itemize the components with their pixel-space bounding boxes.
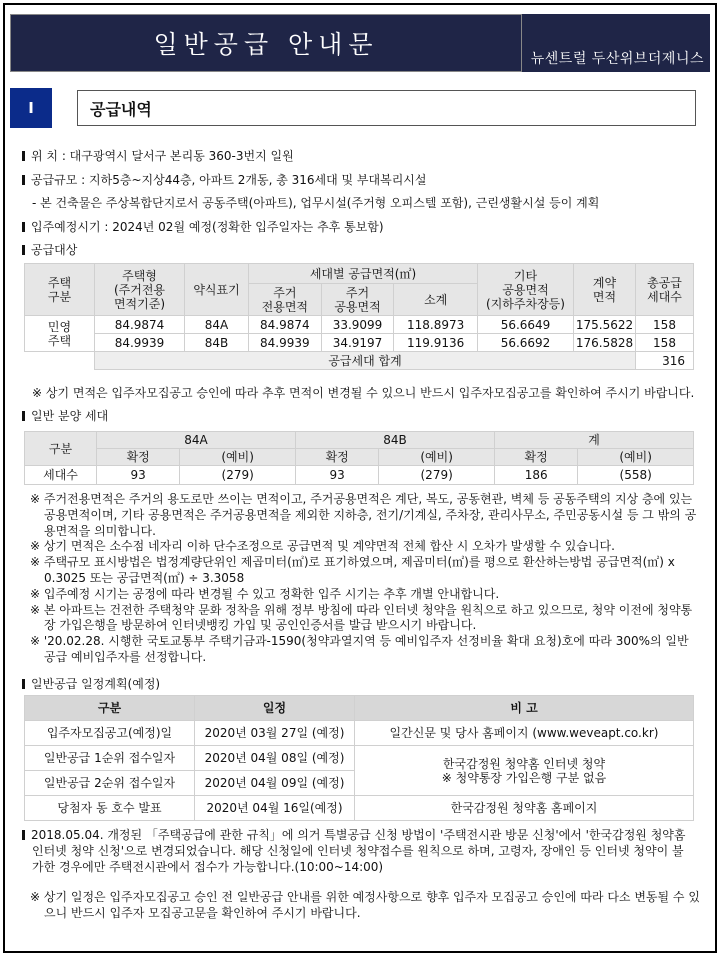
col-contract: 계약 면적: [574, 264, 636, 316]
col-area-group: 세대별 공급면적(㎡): [249, 264, 478, 284]
col-general-type: 구분: [25, 432, 97, 466]
cell: 93: [295, 466, 378, 485]
cell: 84.9939: [95, 334, 185, 352]
cell: 입주자모집공고(예정)일: [25, 721, 195, 746]
sum-row: [25, 352, 694, 370]
cell: 2020년 04월 09일 (예정): [195, 771, 355, 796]
sub-header: 확정: [295, 449, 378, 466]
table-row: [25, 316, 694, 334]
scale-note: - 본 건축물은 주상복합단지로서 공동주택(아파트), 업무시설(주거형 오피스텔 포함), 근린생활시설 등이 계획: [32, 196, 600, 210]
sub-header: 확정: [494, 449, 577, 466]
target-label-text: 공급대상: [31, 243, 78, 257]
remark-line: ※ 청약통장 가입은행 구분 없음: [441, 770, 607, 785]
page-title: 일반공급 안내문: [10, 14, 522, 72]
sum-value: 316: [636, 352, 694, 370]
bullet-icon: [22, 151, 25, 161]
schedule-label: [22, 676, 160, 692]
col-abbr: 약식표기: [185, 264, 249, 316]
col-subtotal: 소계: [394, 284, 478, 316]
bullet-icon: [22, 175, 25, 185]
move-in-text: 입주예정시기 : 2024년 02월 예정(정확한 입주일자는 추후 통보함): [31, 220, 384, 234]
cell: 일반공급 2순위 접수일자: [25, 771, 195, 796]
location-line: [22, 148, 294, 164]
cell: 당첨자 동 호수 발표: [25, 796, 195, 821]
cell: 186: [494, 466, 577, 485]
table-row: [25, 466, 694, 485]
note-item: ※ 입주예정 시기는 공정에 따라 변경될 수 있고 정확한 입주 시기는 추후 개별 안내합니다.: [30, 586, 500, 601]
cell: 84.9874: [95, 316, 185, 334]
bullet-icon: [22, 830, 25, 840]
col-item: 구분: [25, 696, 195, 721]
cell: 84.9939: [249, 334, 322, 352]
note-item: ※ 본 아파트는 건전한 주택청약 문화 정착을 위해 정부 방침에 따라 인터넷 청약을 원칙으로 하고 있으므로, 청약 이전에 청약통장 가입은행을 방문하여 인터넷뱅킹 가입 및 공인인증서를 발급 받으시기 바랍니다.: [30, 602, 693, 633]
cell: (279): [180, 466, 296, 485]
cell: 2020년 04월 08일 (예정): [195, 746, 355, 771]
general-label: [22, 408, 108, 424]
cell: 33.9099: [321, 316, 394, 334]
cell: 34.9197: [321, 334, 394, 352]
rule-note-text: 2018.05.04. 개정된 「주택공급에 관한 규칙」에 의거 특별공급 신청 방법이 '주택전시관 방문 신청'에서 '한국감정원 청약홈 인터넷 청약 신청'으로 변경되었습니다. 해당 신청일에 인터넷 청약접수를 원칙으로 하며, 고령자, 장애인 등 인터넷 청약이 불가한 경우에만 주택전시관에서 접수가 가능합니다.(10:00~14:00): [31, 828, 686, 874]
target-label: [22, 242, 77, 258]
location-text: 위 치 : 대구광역시 달서구 본리동 360-3번지 일원: [31, 149, 294, 163]
sub-header: (예비): [180, 449, 296, 466]
bullet-icon: [22, 222, 25, 232]
col-model: 주택형 (주거전용 면적기준): [95, 264, 185, 316]
table-row: [25, 334, 694, 352]
cell: 118.8973: [394, 316, 478, 334]
sub-header: (예비): [578, 449, 694, 466]
col-other: 기타 공용면적 (지하주차장등): [478, 264, 574, 316]
cell: 176.5828: [574, 334, 636, 352]
group-84a: 84A: [97, 432, 296, 449]
schedule-label-text: 일반공급 일정계획(예정): [31, 677, 161, 691]
note-item: ※ 상기 면적은 소수점 네자리 이하 단수조정으로 공급면적 및 계약면적 전체 합산 시 오차가 발생할 수 있습니다.: [30, 539, 615, 554]
cell: 93: [97, 466, 180, 485]
note-item: ※ 주거전용면적은 주거의 용도로만 쓰이는 면적이고, 주거공용면적은 계단, 복도, 공동현관, 벽체 등 공동주택의 지상 층에 있는 공용면적이며, 기타 공용면적은 주거공용면적을 제외한 지하층, 전기/기계실, 주차장, 관리사무소, 주민공동시설 등 그 밖의 공용면적을 의미합니다.: [30, 492, 697, 538]
cell: 84.9874: [249, 316, 322, 334]
cell: 175.5622: [574, 316, 636, 334]
cell: 158: [636, 316, 694, 334]
cell: 119.9136: [394, 334, 478, 352]
title-bar: [10, 14, 710, 72]
section-number: I: [10, 88, 52, 128]
sub-header: 확정: [97, 449, 180, 466]
table-row: [25, 796, 694, 821]
final-note: ※ 상기 일정은 입주자모집공고 승인 전 일반공급 안내를 위한 예정사항으로 향후 입주자 모집공고 승인에 따라 다소 변동될 수 있으니 반드시 입주자 모집공고문을 확인하여 주시기 바랍니다.: [30, 890, 700, 920]
cell: 56.6692: [478, 334, 574, 352]
schedule-table: [24, 695, 694, 821]
scale-line: [22, 172, 427, 188]
move-in-line: [22, 219, 384, 235]
cell: 일간신문 및 당사 홈페이지 (www.weveapt.co.kr): [355, 721, 694, 746]
note-item: ※ 주택규모 표시방법은 법정계량단위인 제곱미터(㎡)로 표기하였으며, 제곱미터(㎡)를 평으로 환산하는방법 공급면적(㎡) x 0.3025 또는 공급면적(㎡) ÷ 3.3058: [30, 555, 675, 585]
cell: 2020년 03월 27일 (예정): [195, 721, 355, 746]
remark-line: 한국감정원 청약홈 인터넷 청약: [442, 756, 606, 771]
cell: 일반공급 1순위 접수일자: [25, 746, 195, 771]
col-total: 총공급 세대수: [636, 264, 694, 316]
bullet-icon: [22, 411, 25, 421]
cell: 한국감정원 청약홈 홈페이지: [355, 796, 694, 821]
sub-header: (예비): [379, 449, 495, 466]
bullet-icon: [22, 245, 25, 255]
rule-note: [22, 828, 694, 875]
general-label-text: 일반 분양 세대: [31, 409, 109, 423]
col-common: 주거 공용면적: [321, 284, 394, 316]
notes-list: [30, 492, 700, 666]
cell: 2020년 04월 16일(예정): [195, 796, 355, 821]
area-note: ※ 상기 면적은 입주자모집공고 승인에 따라 추후 면적이 변경될 수 있으니 반드시 입주자모집공고를 확인하여 주시기 바랍니다.: [32, 386, 695, 400]
brand-name: 뉴센트럴 두산위브더제니스: [530, 51, 704, 67]
cell: 158: [636, 334, 694, 352]
cell: (279): [379, 466, 495, 485]
cell: 84B: [185, 334, 249, 352]
group-total: 계: [494, 432, 693, 449]
note-item: ※ '20.02.28. 시행한 국토교통부 주택기금과-1590(청약과열지역 등 예비입주자 선정비율 확대 요청)호에 따라 300%의 일반공급 예비입주자를 선정합니다.: [30, 634, 689, 664]
cell: (558): [578, 466, 694, 485]
supply-table: [24, 263, 694, 370]
sum-label: 공급세대 합계: [95, 352, 636, 370]
type-cell: 민영 주택: [25, 316, 95, 352]
section-header: [10, 88, 696, 128]
group-84b: 84B: [295, 432, 494, 449]
cell: 56.6649: [478, 316, 574, 334]
section-title: 공급내역: [77, 90, 696, 126]
table-row: [25, 721, 694, 746]
row-label: 세대수: [25, 466, 97, 485]
bullet-icon: [22, 679, 25, 689]
col-remark: 비 고: [355, 696, 694, 721]
cell: 84A: [185, 316, 249, 334]
col-date: 일정: [195, 696, 355, 721]
col-exclusive: 주거 전용면적: [249, 284, 322, 316]
table-row: [25, 746, 694, 771]
general-table: [24, 431, 694, 485]
col-type: 주택 구분: [25, 264, 95, 316]
cell: [355, 746, 694, 796]
scale-text: 공급규모 : 지하5층~지상44층, 아파트 2개동, 총 316세대 및 부대복리시설: [31, 173, 427, 187]
